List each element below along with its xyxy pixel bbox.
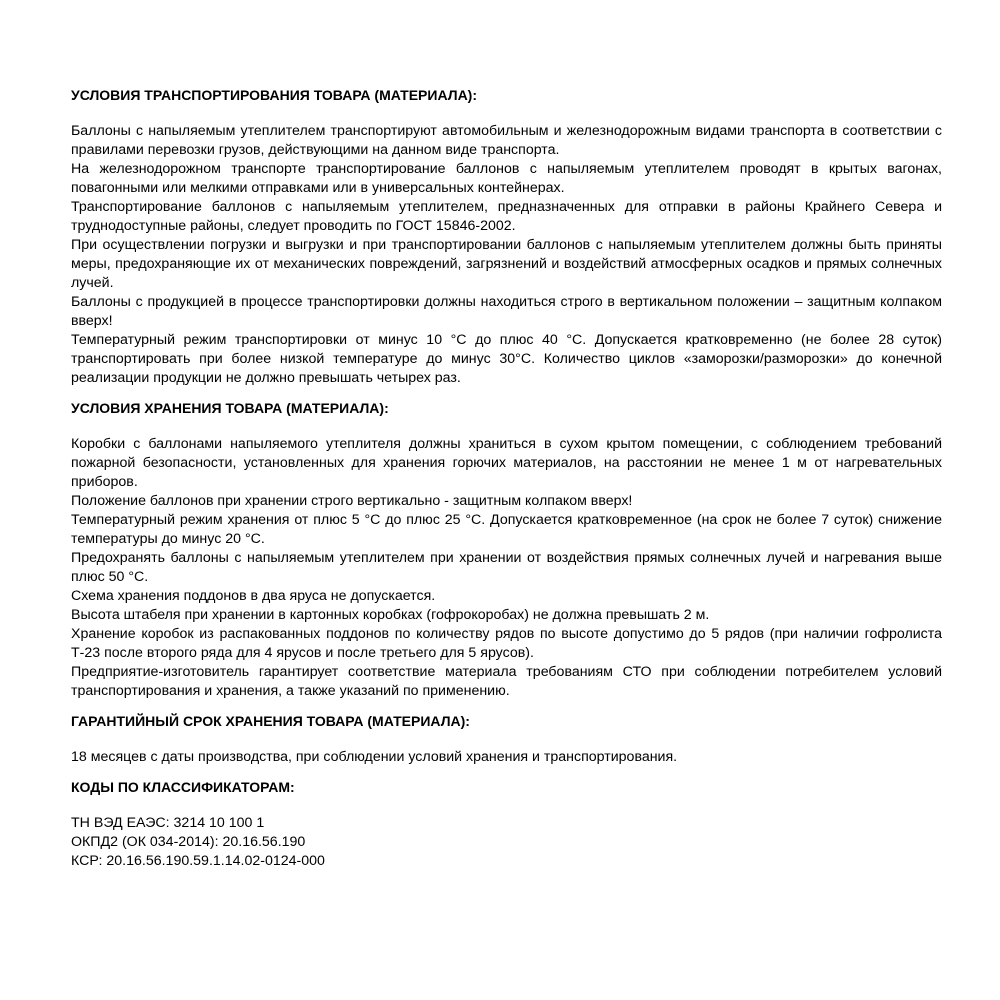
- code-line: ТН ВЭД ЕАЭС: 3214 10 100 1: [71, 815, 265, 831]
- paragraph: Баллоны с напыляемым утеплителем транспортируют автомобильным и железнодорожным видами транспорта в соответствии с правилами перевозки грузов, действующими на данном виде транспорта.: [71, 123, 942, 158]
- paragraph: Хранение коробок из распакованных поддонов по количеству рядов по высоте допустимо до 5 рядов (при наличии гофролиста Т-23 после второго ряда для 4 ярусов и после третьего для 5 ярусов).: [71, 626, 942, 661]
- spacer: [71, 767, 942, 778]
- paragraph: Транспортирование баллонов с напыляемым утеплителем, предназначенных для отправки в районы Крайнего Севера и труднодоступные районы, следует проводить по ГОСТ 15846-2002.: [71, 199, 942, 234]
- code-line: ОКПД2 (ОК 034-2014): 20.16.56.190: [71, 834, 306, 850]
- paragraph: Высота штабеля при хранении в картонных коробках (гофрокоробах) не должна превышать 2 м.: [71, 607, 710, 623]
- section-warranty: [71, 712, 942, 767]
- section-heading: КОДЫ ПО КЛАССИФИКАТОРАМ:: [71, 779, 295, 795]
- spacer: [71, 701, 942, 712]
- paragraph: Предохранять баллоны с напыляемым утеплителем при хранении от воздействия прямых солнечных лучей и нагревания выше плюс 50 °С.: [71, 550, 942, 585]
- document-body: [71, 86, 942, 871]
- section-classifier-codes: [71, 778, 942, 871]
- paragraph: При осуществлении погрузки и выгрузки и при транспортировании баллонов с напыляемым утеплителем должны быть приняты меры, предохраняющие их от механических повреждений, загрязнений и воздействий атмосферных осадков и прямых солнечных лучей.: [71, 237, 942, 291]
- code-line: КСР: 20.16.56.190.59.1.14.02-0124-000: [71, 853, 325, 869]
- paragraph: Коробки с баллонами напыляемого утеплителя должны храниться в сухом крытом помещении, с соблюдением требований пожарной безопасности, установленных для хранения горючих материалов, на расстоянии не менее 1 м от нагревательных приборов.: [71, 436, 942, 490]
- paragraph: Температурный режим хранения от плюс 5 °С до плюс 25 °С. Допускается кратковременное (на срок не более 7 суток) снижение температуры до минус 20 °С.: [71, 512, 942, 547]
- paragraph: Баллоны с продукцией в процессе транспортировки должны находиться строго в вертикальном положении – защитным колпаком вверх!: [71, 294, 942, 329]
- section-heading: УСЛОВИЯ ТРАНСПОРТИРОВАНИЯ ТОВАРА (МАТЕРИАЛА):: [71, 87, 477, 103]
- paragraph: На железнодорожном транспорте транспортирование баллонов с напыляемым утеплителем проводят в крытых вагонах, повагонными или мелкими отправками или в универсальных контейнерах.: [71, 161, 942, 196]
- section-transportation: [71, 86, 942, 388]
- paragraph: 18 месяцев с даты производства, при соблюдении условий хранения и транспортирования.: [71, 749, 678, 765]
- paragraph: Предприятие-изготовитель гарантирует соответствие материала требованиям СТО при соблюдении потребителем условий транспортирования и хранения, а также указаний по применению.: [71, 664, 942, 699]
- paragraph: Температурный режим транспортировки от минус 10 °С до плюс 40 °С. Допускается кратковременно (не более 28 суток) транспортировать при более низкой температуре до минус 30°С. Количество циклов «заморозки/разморозки» до конечной реализации продукции не должно превышать четырех раз.: [71, 332, 942, 386]
- spacer: [71, 388, 942, 399]
- section-storage: [71, 399, 942, 701]
- paragraph: Схема хранения поддонов в два яруса не допускается.: [71, 588, 436, 604]
- section-heading: УСЛОВИЯ ХРАНЕНИЯ ТОВАРА (МАТЕРИАЛА):: [71, 400, 389, 416]
- paragraph: Положение баллонов при хранении строго вертикально - защитным колпаком вверх!: [71, 493, 633, 509]
- section-heading: ГАРАНТИЙНЫЙ СРОК ХРАНЕНИЯ ТОВАРА (МАТЕРИАЛА):: [71, 713, 470, 729]
